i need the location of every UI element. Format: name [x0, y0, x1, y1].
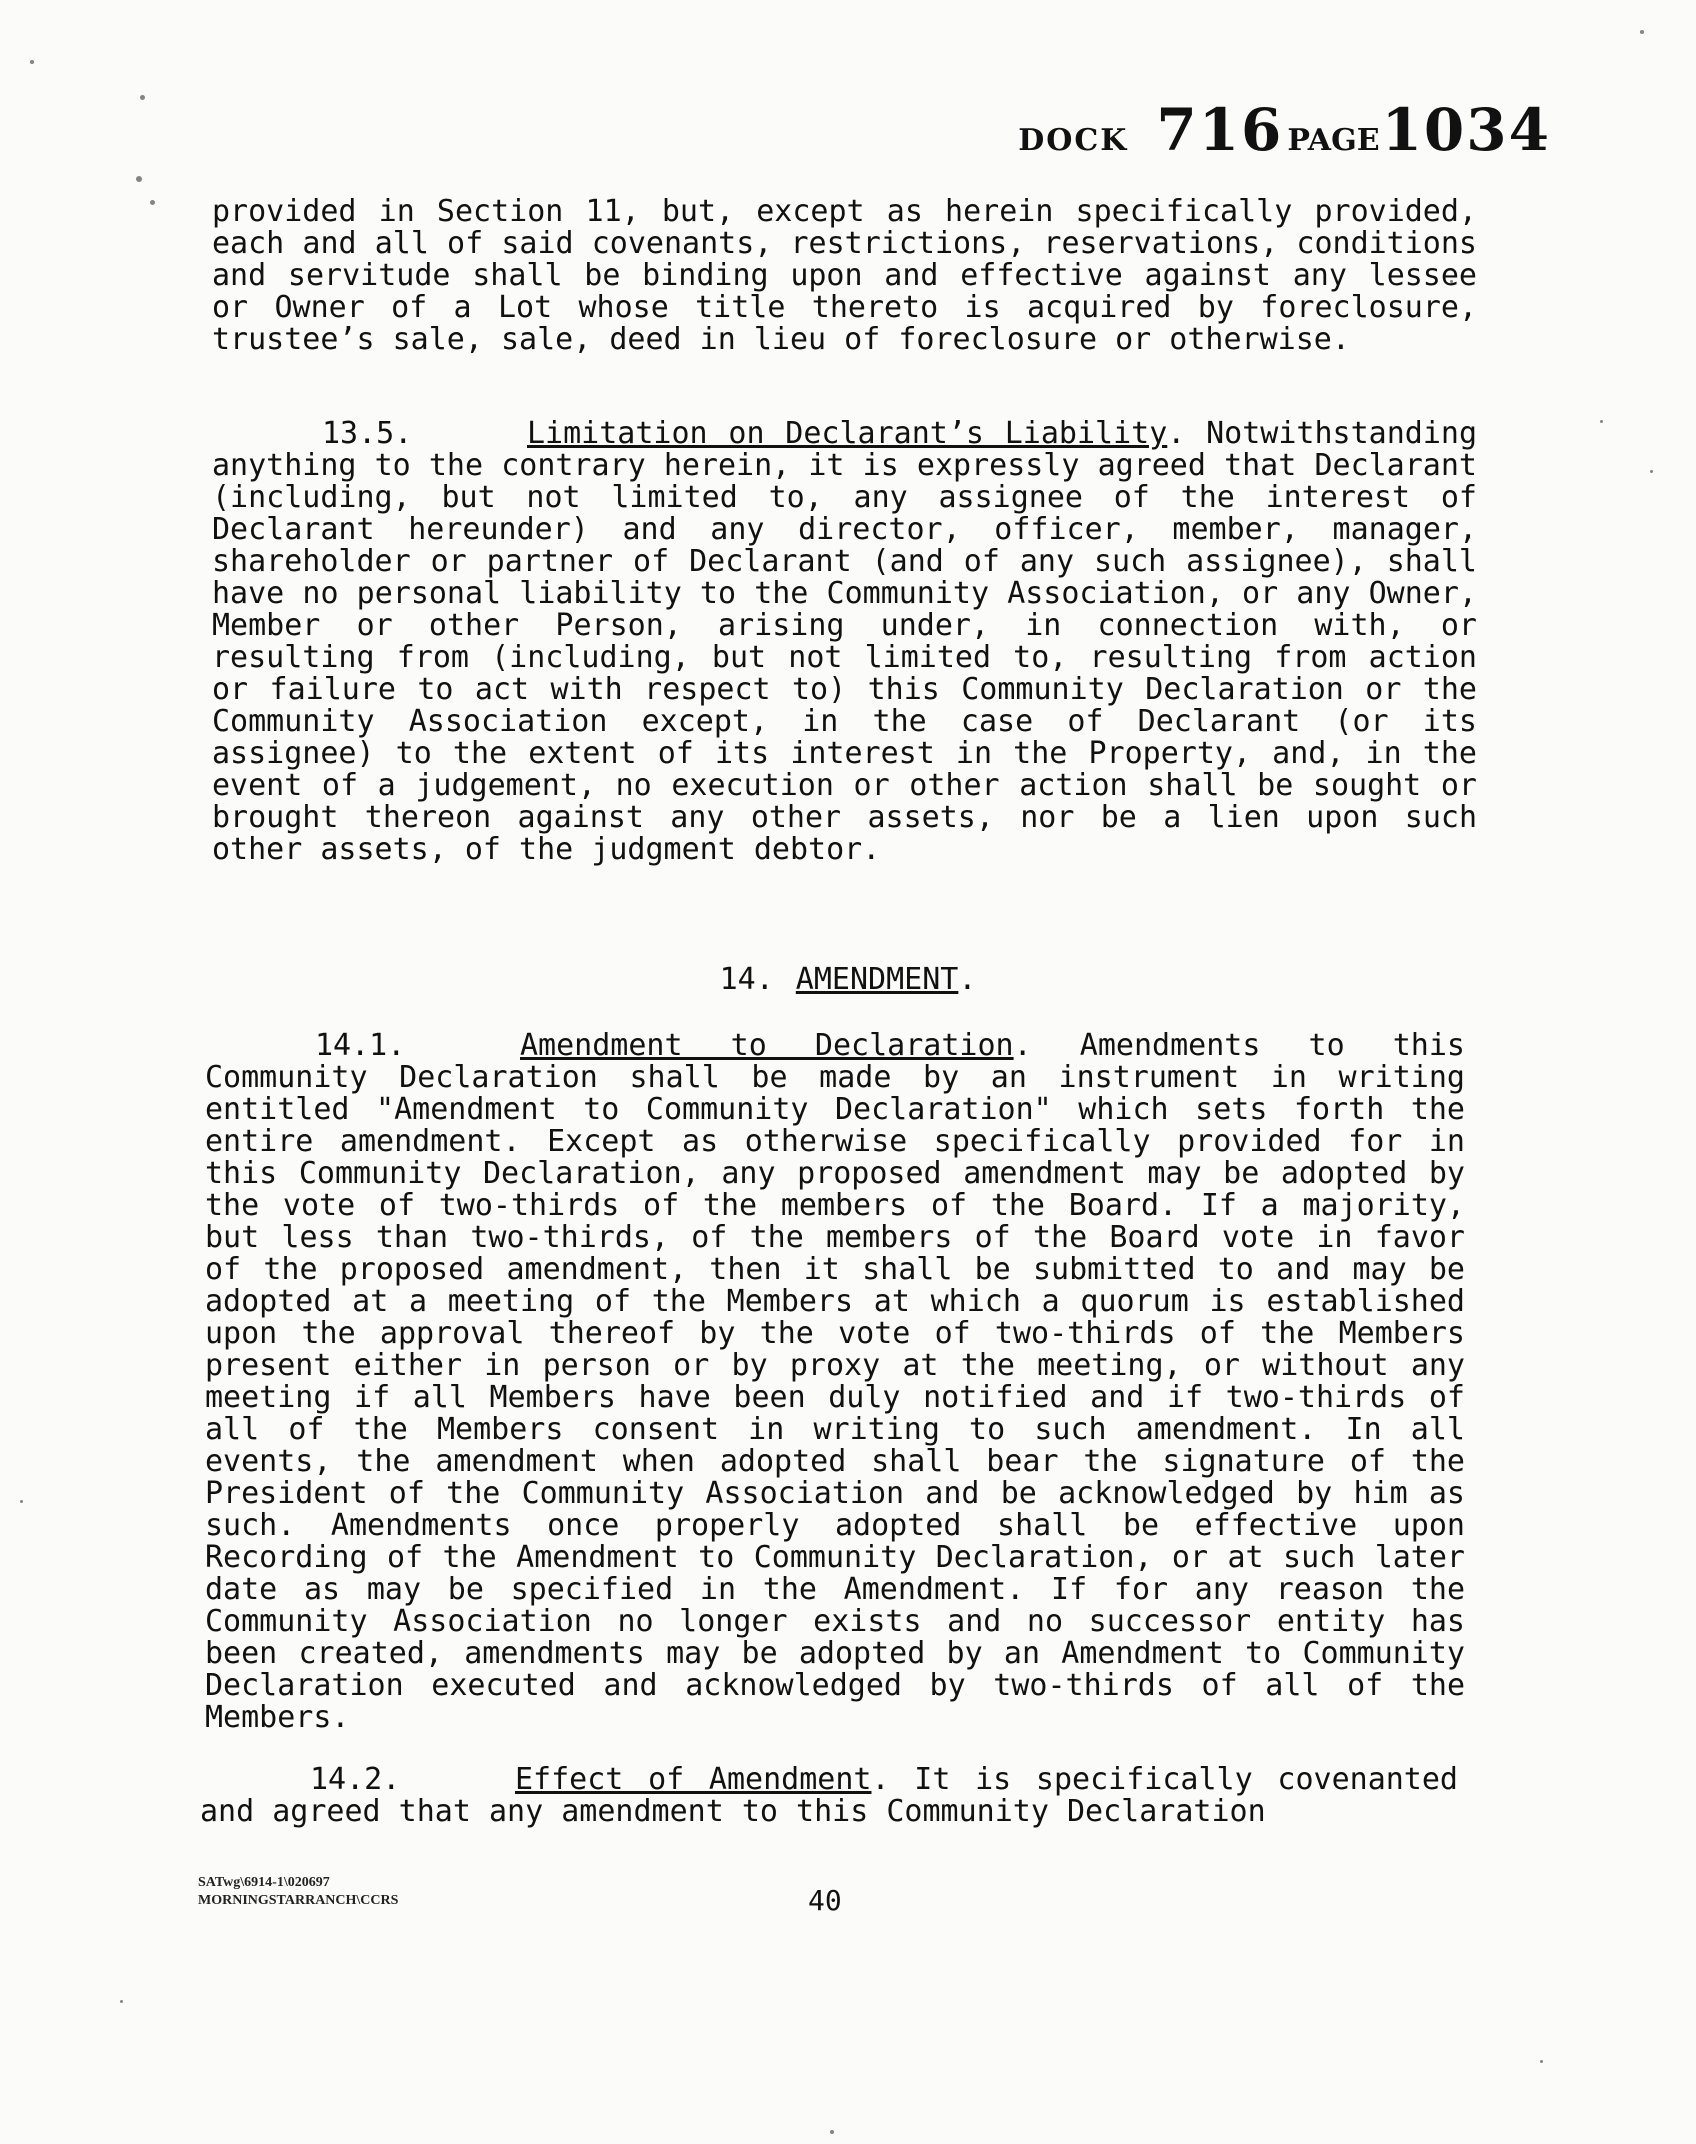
scan-speck: [830, 2130, 834, 2134]
section-number: 14.2.: [310, 1762, 401, 1797]
section-title: Effect of Amendment: [515, 1762, 872, 1797]
section-14-1: [205, 1030, 1465, 1734]
stamp-book-label: DOCK: [1018, 123, 1129, 158]
scan-speck: [140, 95, 145, 100]
section-title-period: .: [1167, 416, 1186, 451]
recording-stamp: [1018, 96, 1551, 164]
section-14-2: [200, 1764, 1458, 1828]
section-body: Amendments to this Community Declaration shall be made by an instrument in writing entitled "Amendment to Community Declaration" which sets forth the entire amendment. Except as otherwise specifically provided for in this Community Declaration, any proposed amendment may be adopted by the vote of two-thirds of the members of the Board. If a majority, but less than two-thirds, of the members of the Board vote in favor of the proposed amendment, then it shall be submitted to and may be adopted at a meeting of the Members at which a quorum is established upon the approval thereof by the vote of two-thirds of the Members present either in person or by proxy at the meeting, or without any meeting if all Members have been duly notified and if two-thirds of all of the Members consent in writing to such amendment. In all events, the amendment when adopted shall bear the signature of the President of the Community Association and be acknowledged by him as such. Amendments once properly adopted shall be effective upon Recording of the Amendment to Community Declaration, or at such later date as may be specified in the Amendment. If for any reason the Community Association no longer exists and no successor entity has been created, amendments may be adopted by an Amendment to Community Declaration executed and acknowledged by two-thirds of all of the Members.: [205, 1028, 1465, 1735]
file-code-line-1: SATwg\6914-1\020697: [198, 1875, 330, 1890]
section-title-period: .: [871, 1762, 890, 1797]
stamp-book-number: 716: [1156, 96, 1284, 164]
article-title: AMENDMENT: [795, 962, 959, 997]
scan-speck: [150, 200, 155, 205]
section-number: 14.1.: [315, 1028, 406, 1063]
scan-speck: [1540, 2060, 1543, 2063]
scan-speck: [1650, 470, 1653, 473]
section-title: Limitation on Declarant’s Liability: [527, 416, 1168, 451]
article-number: 14.: [719, 962, 774, 997]
scan-speck: [1640, 30, 1644, 34]
article-heading: [0, 962, 1696, 997]
scan-speck: [120, 2000, 123, 2003]
scan-speck: [20, 1500, 23, 1503]
file-code-line-2: MORNINGSTARRANCH\CCRS: [198, 1893, 399, 1908]
scan-speck: [30, 60, 34, 64]
section-body: Notwithstanding anything to the contrary herein, it is expressly agreed that Declarant (including, but not limited to, any assignee of the interest of Declarant hereunder) and any director, officer, member, manager, shareholder or partner of Declarant (and of any such assignee), shall have no personal liability to the Community Association, or any Owner, Member or other Person, arising under, in connection with, or resulting from (including, but not limited to, resulting from action or failure to act with respect to) this Community Declaration or the Community Association except, in the case of Declarant (or its assignee) to the extent of its interest in the Property, and, in the event of a judgement, no execution or other action shall be sought or brought thereon against any other assets, nor be a lien upon such other assets, of the judgment debtor.: [212, 416, 1478, 867]
page-number: 40: [808, 1884, 842, 1917]
scan-speck: [136, 176, 142, 182]
section-body: It is specifically covenanted and agreed that any amendment to this Community Declaration: [200, 1762, 1458, 1829]
article-title-period: .: [958, 962, 977, 997]
scan-speck: [1600, 420, 1603, 423]
stamp-page-label: PAGE: [1287, 123, 1380, 158]
section-number: 13.5.: [322, 416, 413, 451]
section-title: Amendment to Declaration: [520, 1028, 1014, 1063]
continuation-paragraph: provided in Section 11, but, except as herein specifically provided, each and all of said covenants, restrictions, reservations, conditions and servitude shall be binding upon and effective against any lessee or Owner of a Lot whose title thereto is acquired by foreclosure, trustee’s sale, sale, deed in lieu of foreclosure or otherwise.: [212, 194, 1477, 357]
section-title-period: .: [1013, 1028, 1032, 1063]
section-13-5: [212, 418, 1477, 866]
stamp-page-number: 1034: [1381, 96, 1551, 164]
document-file-code: [198, 1874, 398, 1910]
